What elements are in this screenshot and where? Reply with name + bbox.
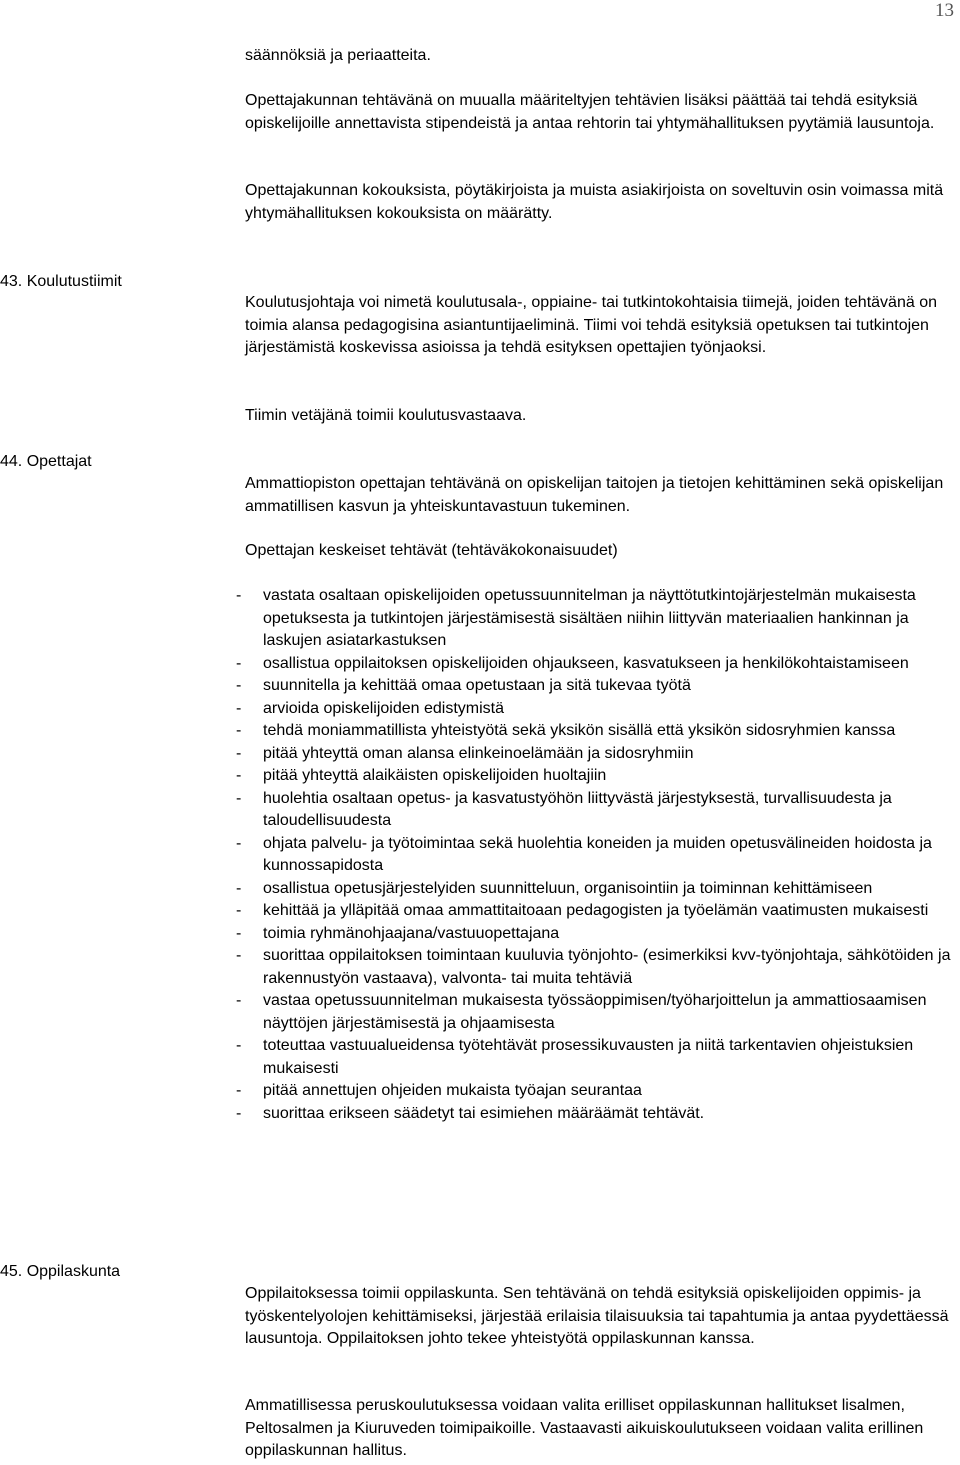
list-item: - arvioida opiskelijoiden edistymistä (236, 698, 960, 721)
section-45-heading: 45. Oppilaskunta (0, 1263, 121, 1280)
list-item: - pitää annettujen ohjeiden mukaista työajan seurantaa (236, 1080, 960, 1103)
page-number: 13 (935, 0, 954, 21)
list-item: - toimia ryhmänohjaajana/vastuuopettajana (236, 923, 960, 946)
list-item: - osallistua opetusjärjestelyiden suunnitteluun, organisointiin ja toiminnan kehittämiseen (236, 878, 960, 901)
section-43-heading: 43. Koulutustiimit (0, 273, 122, 290)
list-item: - vastata osaltaan opiskelijoiden opetussuunnitelman ja näyttötutkintojärjestelmän mukaisesta opetuksesta ja tutkintojen järjestämisestä sisältäen niihin liittyvän materiaalien hankinnan ja laskujen asiatarkastuksen (236, 585, 960, 653)
section-44-paragraph-1: Ammattiopiston opettajan tehtävänä on opiskelijan taitojen ja tietojen kehittäminen sekä opiskelijan ammatillisen kasvun ja yhteiskuntavastuun tukeminen. (245, 475, 944, 515)
list-item: - pitää yhteyttä alaikäisten opiskelijoiden huoltajiin (236, 765, 960, 788)
list-item: - huolehtia osaltaan opetus- ja kasvatustyöhön liittyvästä järjestyksestä, turvallisuudesta ja taloudellisuudesta (236, 788, 960, 833)
intro-paragraph-2: Opettajakunnan kokouksista, pöytäkirjoista ja muista asiakirjoista on soveltuvin osin voimassa mitä yhtymähallituksen kokouksista on määrätty. (245, 182, 944, 222)
list-item: - suunnitella ja kehittää omaa opetustaan ja sitä tukevaa työtä (236, 675, 960, 698)
section-45-paragraph-1: Oppilaitoksessa toimii oppilaskunta. Sen tehtävänä on tehdä esityksiä opiskelijoiden oppimis- ja työskentelyolojen kehittämiseksi, järjestää erilaisia tilaisuuksia tai tapahtumia ja antaa pyydettäessä lausuntoja. Oppilaitoksen johto tekee yhteistyötä oppilaskunnan kanssa. (245, 1285, 949, 1347)
list-item: - vastaa opetussuunnitelman mukaisesta työssäoppimisen/työharjoittelun ja ammattiosaamisen näyttöjen järjestämisestä ja ohjaamisesta (236, 990, 960, 1035)
section-43-paragraph-1: Koulutusjohtaja voi nimetä koulutusala-, oppiaine- tai tutkintokohtaisia tiimejä, joiden tehtävänä on toimia alansa pedagogisina asiantuntijaeliminä. Tiimi voi tehdä esityksiä opetuksen tai tutkintojen järjestämistä koskevissa asioissa ja tehdä esityksen opettajien työnjaoksi. (245, 294, 937, 356)
section-44-paragraph-2: Opettajan keskeiset tehtävät (tehtäväkokonaisuudet) (245, 542, 618, 559)
intro-paragraph-1: Opettajakunnan tehtävänä on muualla määriteltyjen tehtävien lisäksi päättää tai tehdä esityksiä opiskelijoille annettavista stipendeistä ja antaa rehtorin tai yhtymähallituksen pyytämiä lausuntoja. (245, 92, 935, 132)
list-item: - suorittaa oppilaitoksen toimintaan kuuluvia työnjohto- (esimerkiksi kvv-työnjohtaja, sähkötöiden ja rakennustyön vastaava), valvonta- tai muita tehtäviä (236, 945, 960, 990)
section-43-paragraph-2: Tiimin vetäjänä toimii koulutusvastaava. (245, 407, 527, 424)
list-item: - pitää yhteyttä oman alansa elinkeinoelämään ja sidosryhmiin (236, 743, 960, 766)
list-item: - ohjata palvelu- ja työtoimintaa sekä huolehtia koneiden ja muiden opetusvälineiden hoidosta ja kunnossapidosta (236, 833, 960, 878)
teacher-task-list (236, 585, 960, 1125)
section-45-paragraph-2: Ammatillisessa peruskoulutuksessa voidaan valita erilliset oppilaskunnan hallitukset lisalmen, Peltosalmen ja Kiuruveden toimipaikoille. Vastaavasti aikuiskoulutukseen voidaan valita erillinen oppilaskunnan hallitus. (245, 1397, 924, 1459)
list-item: - suorittaa erikseen säädetyt tai esimiehen määräämät tehtävät. (236, 1103, 960, 1126)
list-item: - osallistua oppilaitoksen opiskelijoiden ohjaukseen, kasvatukseen ja henkilökohtaistamiseen (236, 653, 960, 676)
list-item: - tehdä moniammatillista yhteistyötä sekä yksikön sisällä että yksikön sidosryhmien kanssa (236, 720, 960, 743)
list-item: - toteuttaa vastuualueidensa työtehtävät prosessikuvausten ja niitä tarkentavien ohjeistuksien mukaisesti (236, 1035, 960, 1080)
intro-continuation: säännöksiä ja periaatteita. (245, 47, 431, 64)
list-item: - kehittää ja ylläpitää omaa ammattitaitoaan pedagogisten ja työelämän vaatimusten mukaisesti (236, 900, 960, 923)
section-44-heading: 44. Opettajat (0, 453, 92, 470)
